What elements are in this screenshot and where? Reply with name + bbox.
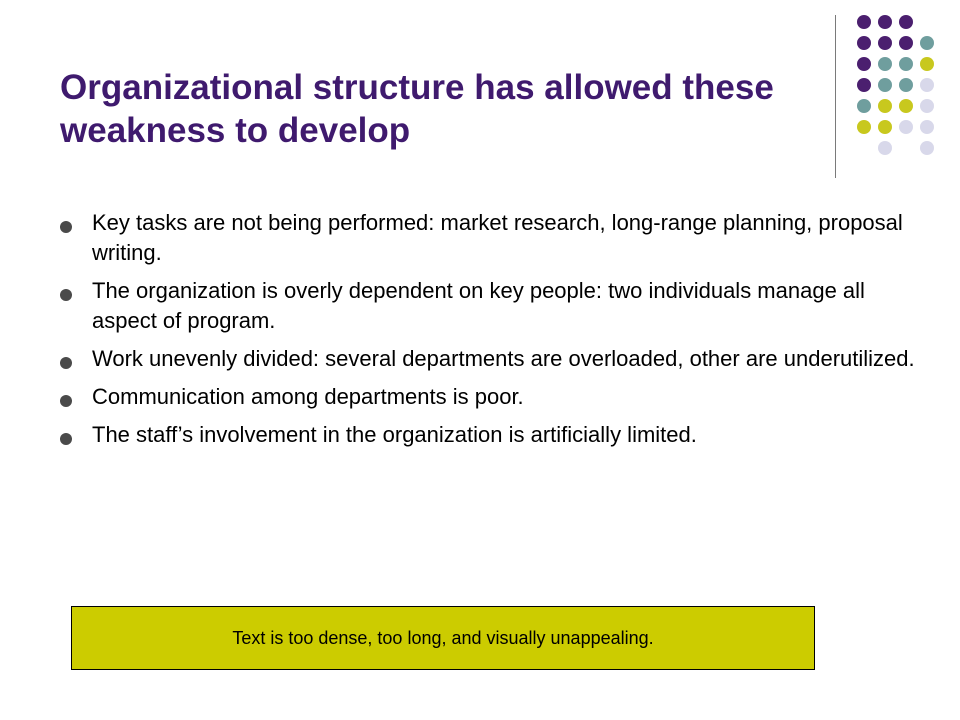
- decorative-dot: [899, 15, 913, 29]
- decorative-dot: [899, 78, 913, 92]
- decorative-dot: [857, 15, 871, 29]
- vertical-divider: [835, 15, 836, 178]
- decorative-dot: [857, 57, 871, 71]
- slide-title: Organizational structure has allowed these weakness to develop: [60, 68, 774, 150]
- decorative-dot: [899, 120, 913, 134]
- decorative-dot: [899, 99, 913, 113]
- decorative-dot: [878, 15, 892, 29]
- bullet-item: [60, 276, 920, 336]
- bullet-text: The staff’s involvement in the organization is artificially limited.: [92, 422, 697, 447]
- bullet-icon: [60, 433, 72, 445]
- bullet-text: The organization is overly dependent on key people: two individuals manage all aspect of program.: [92, 278, 865, 333]
- decorative-dot: [878, 78, 892, 92]
- decorative-dot: [878, 120, 892, 134]
- decorative-dot: [899, 36, 913, 50]
- bullet-item: [60, 382, 920, 412]
- bullet-icon: [60, 221, 72, 233]
- bullet-text: Communication among departments is poor.: [92, 384, 524, 409]
- decorative-dot: [878, 36, 892, 50]
- bullet-item: [60, 420, 920, 450]
- critique-note-box: [71, 606, 815, 670]
- decorative-dot: [920, 36, 934, 50]
- decorative-dot: [857, 99, 871, 113]
- bullet-icon: [60, 357, 72, 369]
- decorative-dot: [920, 57, 934, 71]
- bullet-list: [60, 208, 920, 458]
- decorative-dot: [857, 78, 871, 92]
- decorative-dot: [878, 57, 892, 71]
- decorative-dot: [857, 36, 871, 50]
- bullet-icon: [60, 395, 72, 407]
- decorative-dot: [857, 120, 871, 134]
- decorative-dot: [920, 141, 934, 155]
- bullet-icon: [60, 289, 72, 301]
- bullet-text: Key tasks are not being performed: market research, long-range planning, proposal writing.: [92, 210, 903, 265]
- decorative-dot: [899, 57, 913, 71]
- bullet-item: [60, 344, 920, 374]
- decorative-dot: [878, 99, 892, 113]
- critique-note-text: Text is too dense, too long, and visually unappealing.: [232, 627, 654, 648]
- decorative-dot: [920, 78, 934, 92]
- decorative-dot: [920, 120, 934, 134]
- decorative-dot: [920, 99, 934, 113]
- bullet-text: Work unevenly divided: several departments are overloaded, other are underutilized.: [92, 346, 915, 371]
- bullet-item: [60, 208, 920, 268]
- decorative-dot: [878, 141, 892, 155]
